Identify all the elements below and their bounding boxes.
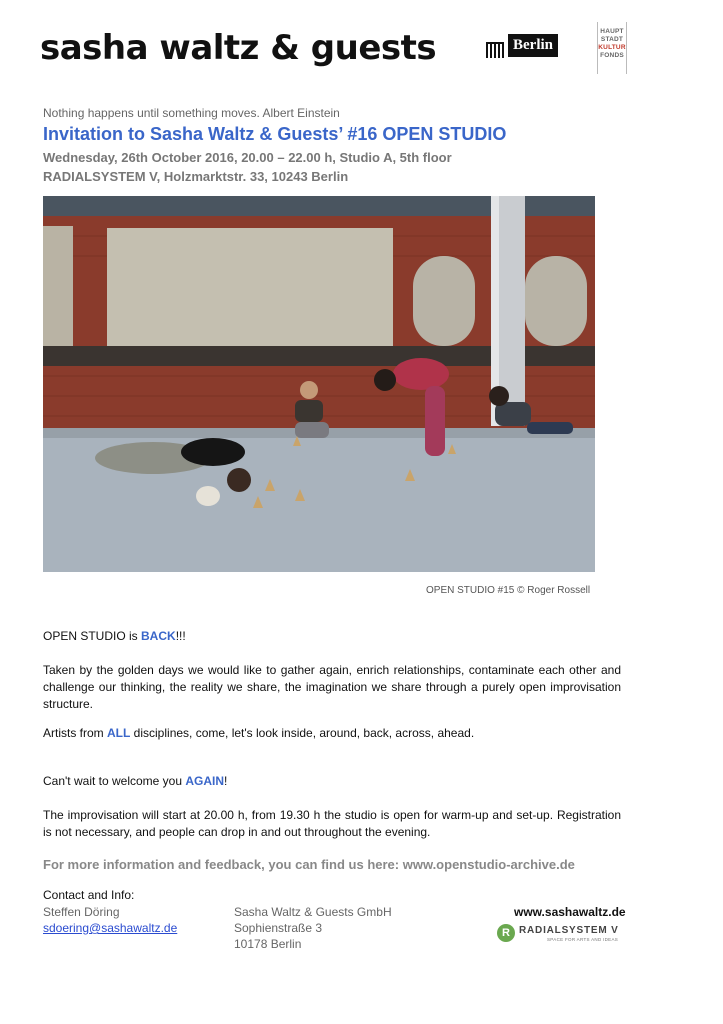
artists-highlight: ALL xyxy=(107,726,131,740)
wait-text: Can't wait to welcome you xyxy=(43,774,186,788)
radialsystem-tagline: SPACE FOR ARTS AND IDEAS xyxy=(547,937,619,942)
back-exclaim: !!! xyxy=(175,629,186,643)
hauptstadtkulturfonds-logo xyxy=(597,22,627,74)
berlin-gate-icon xyxy=(486,40,506,58)
paragraph-artists xyxy=(43,725,621,742)
paragraph-golden-days: Taken by the golden days we would like to gather again, enrich relationships, contaminate each other and challenge our thinking, the reality we share, the imagination we share through a purely open improvisation structure. xyxy=(43,663,621,711)
wait-exclaim: ! xyxy=(224,774,228,788)
event-date: Wednesday, 26th October 2016, 20.00 – 22.00 h, Studio A, 5th floor xyxy=(43,150,452,165)
quote: Nothing happens until something moves. Albert Einstein xyxy=(43,106,340,120)
paragraph-improvisation: The improvisation will start at 20.00 h, from 19.30 h the studio is open for warm-up and set-up. Registration is not necessary, and people can drop in and out throughout the evening. xyxy=(43,808,621,839)
back-text: OPEN STUDIO is xyxy=(43,629,142,643)
company-street: Sophienstraße 3 xyxy=(234,921,323,935)
photo-caption: OPEN STUDIO #15 © Roger Rossell xyxy=(426,585,591,596)
paragraph-welcome xyxy=(43,773,621,790)
fonds-logo-line: KULTUR xyxy=(598,44,626,51)
contact-email-link[interactable]: sdoering@sashawaltz.de xyxy=(43,921,178,935)
radialsystem-name: RADIALSYSTEM V xyxy=(519,925,619,936)
fonds-logo-line: HAUPT xyxy=(600,28,624,35)
back-highlight: BACK xyxy=(141,629,176,643)
company-city: 10178 Berlin xyxy=(234,937,302,951)
company-name: Sasha Waltz & Guests GmbH xyxy=(234,905,392,919)
invitation-title: Invitation to Sasha Waltz & Guests’ #16 OPEN STUDIO xyxy=(43,124,507,144)
website-url: www.sashawaltz.de xyxy=(514,905,626,919)
artists-text-end: disciplines, come, let's look inside, around, back, across, ahead. xyxy=(130,726,475,740)
wait-highlight: AGAIN xyxy=(185,774,225,788)
contact-heading: Contact and Info: xyxy=(43,888,135,902)
brand-logo: sasha waltz & guests xyxy=(40,28,437,68)
more-info-line: For more information and feedback, you can find us here: www.openstudio-archive.de xyxy=(43,857,575,872)
contact-name: Steffen Döring xyxy=(43,905,120,919)
artists-text: Artists from xyxy=(43,726,108,740)
fonds-logo-line: STADT xyxy=(600,36,624,43)
radialsystem-r-icon: R xyxy=(497,924,515,942)
fonds-logo-line: FONDS xyxy=(600,52,624,59)
berlin-logo xyxy=(486,34,574,62)
event-venue: RADIALSYSTEM V, Holzmarktstr. 33, 10243 Berlin xyxy=(43,169,349,184)
berlin-logo-text: Berlin xyxy=(508,34,558,57)
paragraph-back xyxy=(43,628,621,645)
radialsystem-logo xyxy=(497,924,623,946)
event-photo xyxy=(43,196,595,572)
